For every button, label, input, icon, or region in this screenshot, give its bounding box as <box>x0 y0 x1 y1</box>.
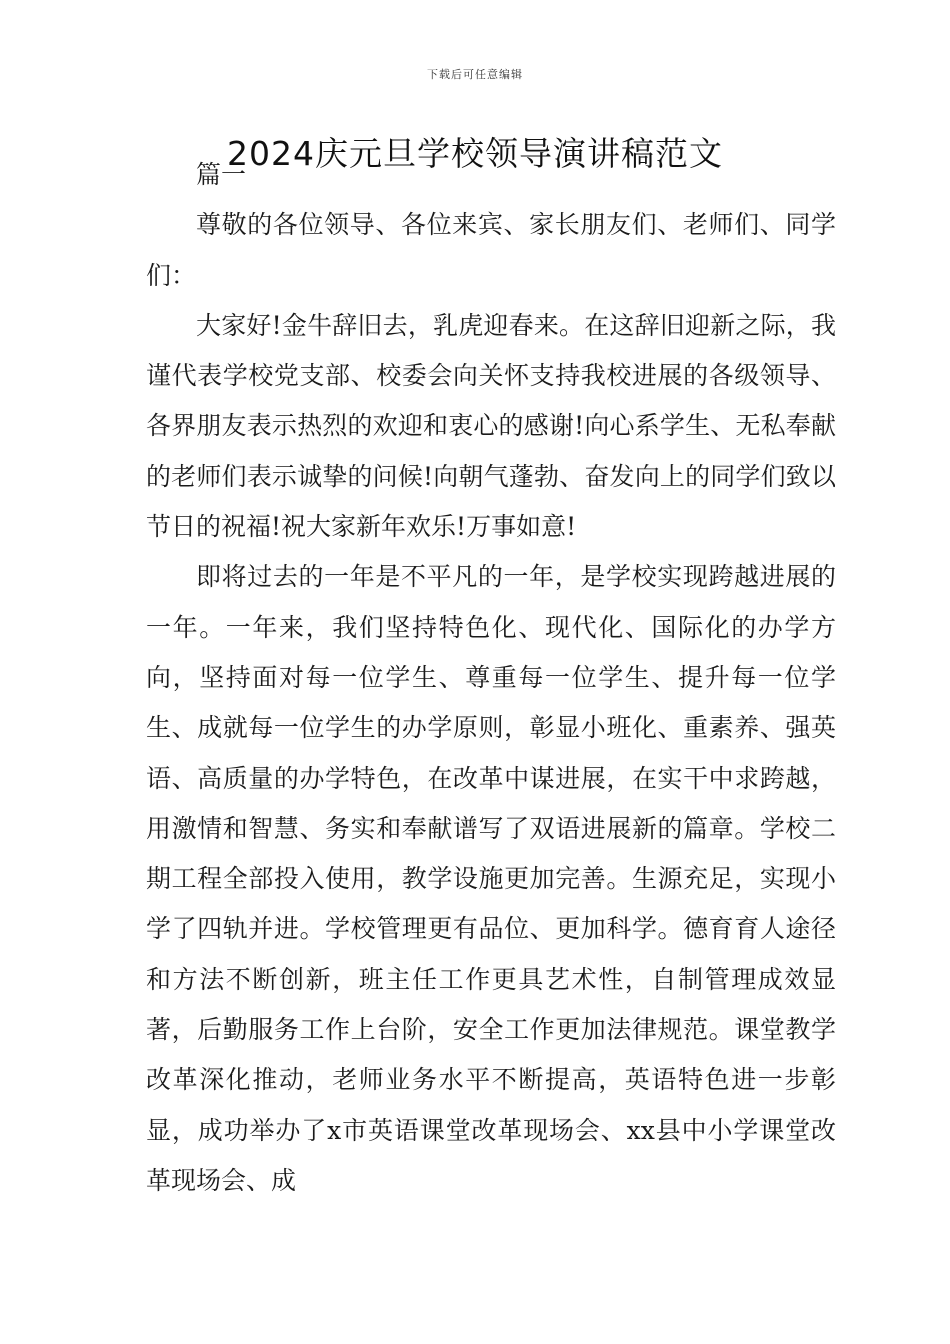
body-paragraph: 即将过去的一年是不平凡的一年，是学校实现跨越进展的一年。一年来，我们坚持特色化、现代化、国际化的办学方向，坚持面对每一位学生、尊重每一位学生、提升每一位学生、成就每一位学生的办学原则，彰显小班化、重素养、强英语、高质量的办学特色，在改革中谋进展，在实干中求跨越，用激情和智慧、务实和奉献谱写了双语进展新的篇章。学校二期工程全部投入使用，教学设施更加完善。生源充足，实现小学了四轨并进。学校管理更有品位、更加科学。德育育人途径和方法不断创新，班主任工作更具艺术性，自制管理成效显著，后勤服务工作上台阶，安全工作更加法律规范。课堂教学改革深化推动，老师业务水平不断提高，英语特色进一步彰显，成功举办了x市英语课堂改革现场会、xx县中小学课堂改革现场会、成 <box>146 562 836 1195</box>
salutation-paragraph: 尊敬的各位领导、各位来宾、家长朋友们、老师们、同学们： <box>146 210 836 290</box>
document-body <box>146 150 836 1206</box>
header-note: 下载后可任意编辑 <box>427 68 523 81</box>
body-paragraph: 大家好!金牛辞旧去，乳虎迎春来。在这辞旧迎新之际，我谨代表学校党支部、校委会向关怀支持我校进展的各级领导、各界朋友表示热烈的欢迎和衷心的感谢!向心系学生、无私奉献的老师们表示诚挚的问候!向朝气蓬勃、奋发向上的同学们致以节日的祝福!祝大家新年欢乐!万事如意! <box>146 310 836 542</box>
section-label: 篇一 <box>196 160 247 189</box>
page-title: 2024庆元旦学校领导演讲稿范文 <box>227 134 723 173</box>
